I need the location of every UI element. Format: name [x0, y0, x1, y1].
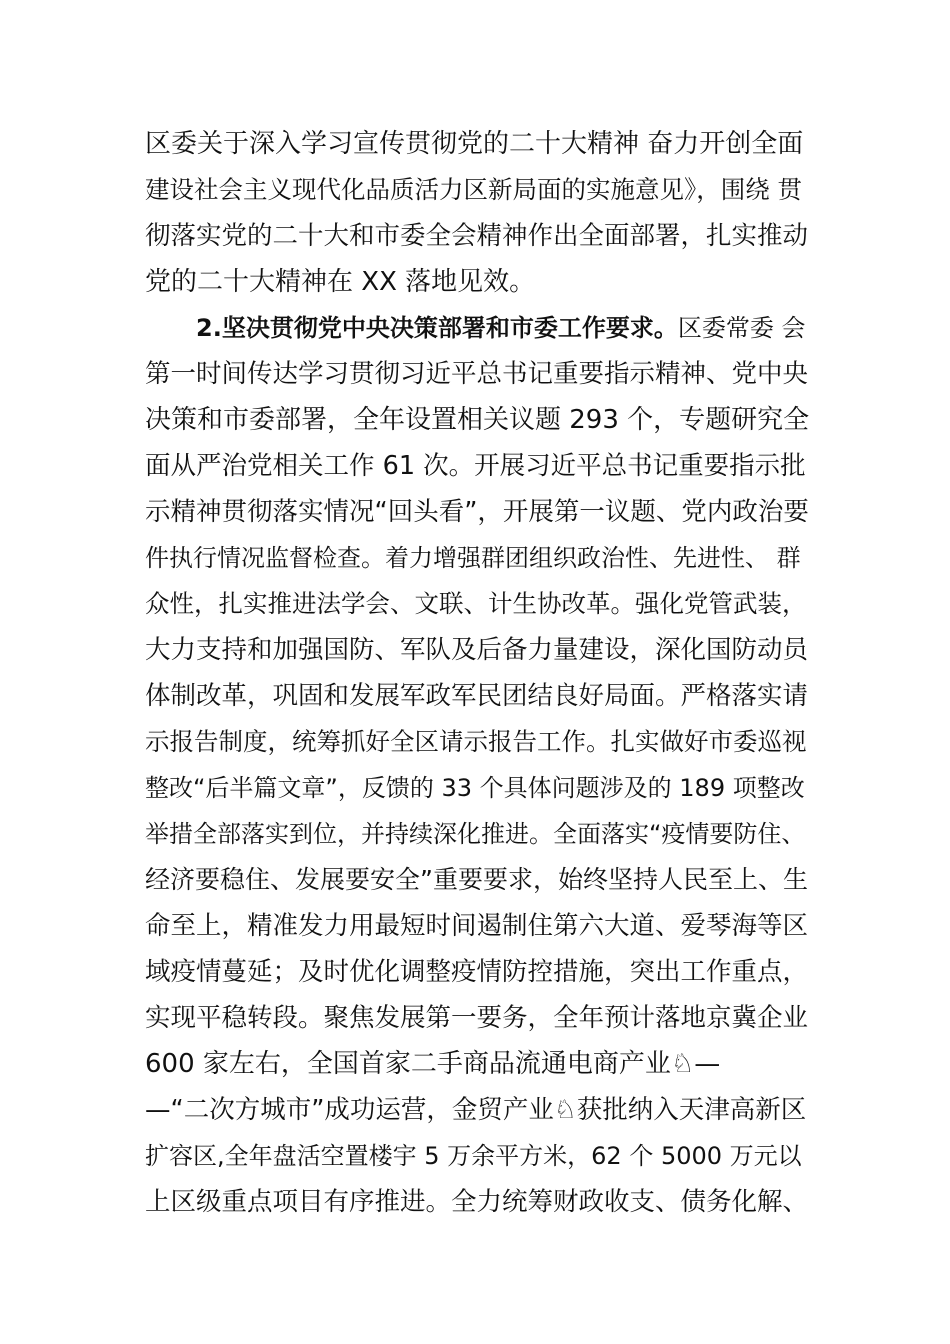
text-line-6: 第一时间传达学习贯彻习近平总书记重要指示精神、党中央 [145, 359, 809, 389]
text-line-8: 面从严治党相关工作 61 次。开展习近平总书记重要指示批 [145, 451, 806, 481]
text-line-16: 举措全部落实到位，并持续深化推进。全面落实“疫情要防住、 [145, 820, 806, 848]
text-line-10: 件执行情况监督检查。着力增强群团组织政治性、先进性、 群 [145, 544, 801, 572]
text-line-7: 决策和市委部署，全年设置相关议题 293 个，专题研究全 [145, 405, 810, 435]
section-heading [196, 308, 805, 348]
text-line-23: 扩容区,全年盘活空置楼宇 5 万余平方米，62 个 5000 万元以 [145, 1142, 802, 1170]
text-line-17: 经济要稳住、发展要安全”重要要求，始终坚持人民至上、生 [145, 865, 808, 894]
text-line-11: 众性，扎实推进法学会、文联、计生协改革。强化党管武装， [145, 589, 807, 618]
text-line-1: 区委关于深入学习宣传贯彻党的二十大精神 奋力开创全面 [145, 129, 804, 159]
text-line-3: 彻落实党的二十大和市委全会精神作出全面部署，扎实推动 [145, 221, 809, 251]
text-line-21: 600 家左右，全国首家二手商品流通电商产业♘— [145, 1049, 721, 1079]
text-line-2: 建设社会主义现代化品质活力区新局面的实施意见》，围绕 贯 [145, 175, 803, 204]
section-heading-title: 2.坚决贯彻党中央决策部署和市委工作要求。 [196, 314, 678, 342]
text-line-14: 示报告制度，统筹抓好全区请示报告工作。扎实做好市委巡视 [145, 727, 807, 756]
text-line-19: 域疫情蔓延；及时优化调整疫情防控措施，突出工作重点， [145, 957, 809, 987]
text-line-22: —“二次方城市”成功运营，金贸产业♘获批纳入天津高新区 [145, 1095, 807, 1125]
text-line-9: 示精神贯彻落实情况“回头看”，开展第一议题、党内政治要 [145, 497, 809, 527]
text-line-24: 上区级重点项目有序推进。全力统筹财政收支、债务化解、 [145, 1187, 809, 1217]
text-line-15: 整改“后半篇文章”，反馈的 33 个具体问题涉及的 189 项整改 [145, 774, 805, 802]
text-line-20: 实现平稳转段。聚焦发展第一要务，全年预计落地京冀企业 [145, 1003, 809, 1033]
text-line-13: 体制改革，巩固和发展军政军民团结良好局面。严格落实请 [145, 681, 809, 711]
section-heading-rest: 区委常委 会 [677, 314, 806, 342]
text-line-18: 命至上，精准发力用最短时间遏制住第六大道、爱琴海等区 [145, 911, 809, 941]
text-line-12: 大力支持和加强国防、军队及后备力量建设，深化国防动员 [145, 635, 809, 665]
text-line-4: 党的二十大精神在 XX 落地见效。 [145, 267, 536, 297]
